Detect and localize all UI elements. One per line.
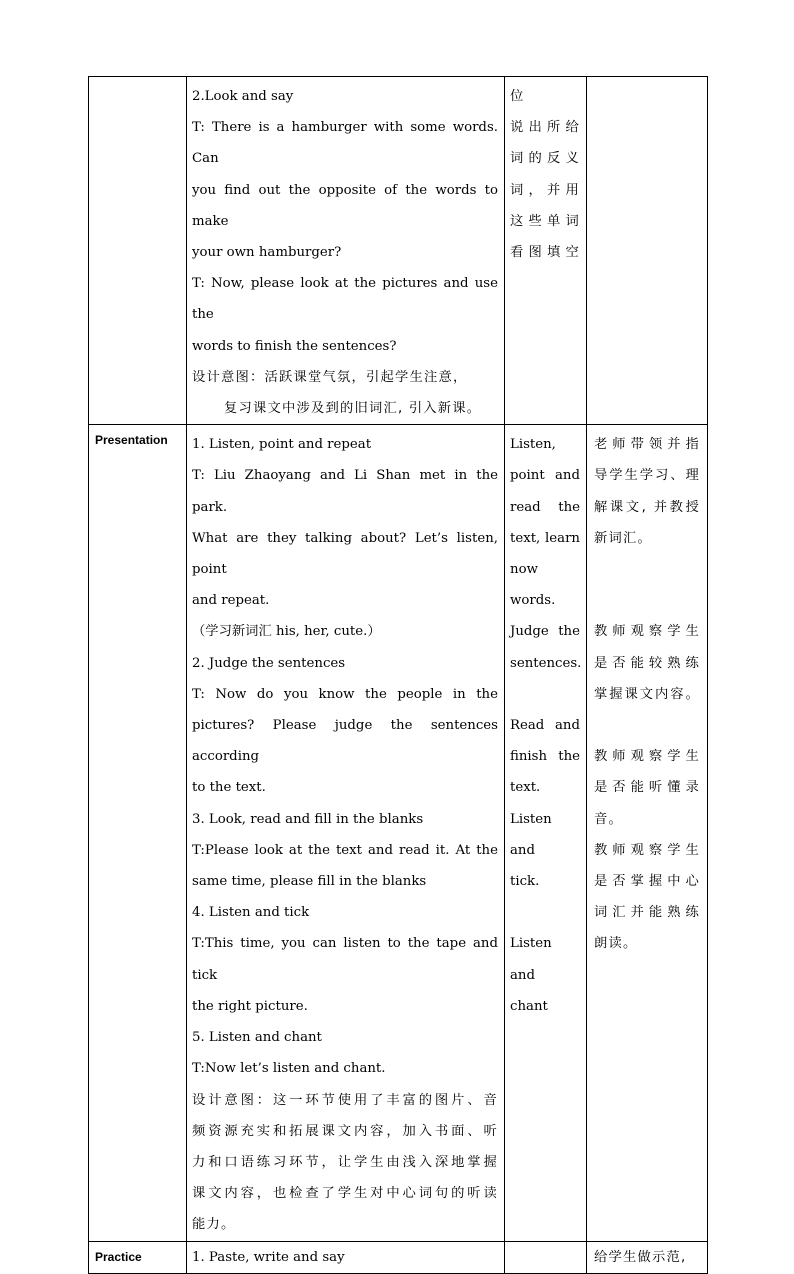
spacer	[594, 710, 700, 741]
purpose-line: 教师观察学生	[594, 749, 700, 765]
content-line: to the text.	[192, 780, 266, 796]
students-line: Judge the	[510, 624, 580, 640]
purpose-line: 掌握课文内容。	[594, 686, 700, 702]
stage-label	[89, 77, 186, 82]
students-line: now	[510, 562, 538, 578]
students-line: Listen,	[510, 437, 556, 453]
purpose-cell-presentation	[587, 425, 708, 1241]
content-cell-presentation	[187, 425, 505, 1241]
content-line: the right picture.	[192, 998, 308, 1014]
content-cell-warmup	[187, 77, 505, 425]
content-cell-practice	[187, 1241, 505, 1273]
design-intent-line: 设计意图：活跃课堂气氛，引起学生注意，	[192, 369, 468, 385]
content-line: same time, please fill in the blanks	[192, 874, 427, 890]
students-line: 看图填空	[510, 245, 580, 261]
stage-label: Practice	[95, 1249, 142, 1264]
purpose-line: 是否能听懂录	[594, 780, 700, 796]
students-line: text, learn	[510, 530, 580, 546]
students-line: Listen and	[510, 936, 552, 983]
purpose-line: 是否掌握中心	[594, 874, 700, 890]
content-line: T:This time, you can listen to the tape and tick	[192, 936, 498, 983]
content-line: T:Now let’s listen and chant.	[192, 1061, 386, 1077]
spacer	[510, 679, 580, 710]
content-line: （学习新词汇 his, her, cute.）	[192, 624, 381, 640]
purpose-line: 给学生做示范,	[594, 1249, 687, 1265]
students-line: Read and	[510, 718, 580, 734]
lesson-plan-table	[88, 76, 708, 1274]
students-line: 这些单词	[510, 213, 580, 229]
content-line: T: Liu Zhaoyang and Li Shan met in the park.	[192, 468, 498, 515]
purpose-cell-practice	[587, 1241, 708, 1273]
stage-cell-presentation	[89, 425, 187, 1241]
students-line: point and	[510, 468, 580, 484]
content-line: you find out the opposite of the words to make	[192, 182, 498, 229]
table-row-presentation	[89, 425, 708, 1241]
students-cell-practice	[505, 1241, 587, 1273]
design-intent-line: 能力。	[192, 1217, 236, 1233]
students-line: sentences.	[510, 655, 582, 671]
content-line: T: Now, please look at the pictures and use the	[192, 276, 498, 323]
stage-label: Presentation	[95, 433, 168, 448]
students-line: Listen and	[510, 811, 552, 858]
purpose-line: 音。	[594, 811, 623, 827]
spacer	[594, 554, 700, 585]
purpose-line: 教师观察学生	[594, 842, 700, 858]
students-line: 位	[510, 89, 525, 104]
purpose-line: 导学生学习、理	[594, 468, 700, 484]
table-row-practice	[89, 1241, 708, 1273]
purpose-line: 是否能较熟练	[594, 655, 700, 671]
content-line: pictures? Please judge the sentences according	[192, 718, 498, 765]
content-line: 1. Paste, write and say	[192, 1249, 345, 1265]
table-row-warmup	[89, 77, 708, 425]
content-line: words to finish the sentences?	[192, 338, 397, 354]
content-line: and repeat.	[192, 593, 270, 609]
students-line: tick.	[510, 874, 540, 890]
purpose-line: 新词汇。	[594, 530, 652, 546]
students-line: words.	[510, 593, 556, 609]
students-cell-warmup	[505, 77, 587, 425]
content-line: 4. Listen and tick	[192, 905, 310, 921]
stage-cell-warmup	[89, 77, 187, 425]
purpose-line: 教师观察学生	[594, 624, 700, 640]
purpose-line: 词汇并能熟练	[594, 905, 700, 921]
content-line: 1. Listen, point and repeat	[192, 437, 372, 453]
purpose-cell-warmup	[587, 77, 708, 425]
stage-cell-practice	[89, 1241, 187, 1273]
students-line: 说出所给	[510, 120, 580, 136]
purpose-line: 朗读。	[594, 936, 638, 952]
content-line: What are they talking about? Let’s listen, point	[192, 530, 498, 578]
students-line: 词的反义	[510, 151, 580, 167]
purpose-line: 解课文, 并教授	[594, 499, 700, 515]
content-line: 5. Listen and chant	[192, 1030, 322, 1046]
students-line: 词，并用	[510, 182, 580, 198]
content-line: 3. Look, read and fill in the blanks	[192, 811, 424, 827]
design-intent-line: 力和口语练习环节，让学生由浅入深地掌握	[192, 1154, 498, 1170]
design-intent-line: 课文内容，也检查了学生对中心词句的听读	[192, 1186, 498, 1202]
spacer	[510, 897, 580, 928]
design-intent-line: 设计意图：这一环节使用了丰富的图片、音	[192, 1092, 498, 1108]
content-line: 2.Look and say	[192, 89, 294, 104]
content-line: T: There is a hamburger with some words. Can	[192, 120, 498, 167]
students-line: chant	[510, 998, 548, 1014]
content-line: T: Now do you know the people in the	[192, 686, 498, 702]
students-line: read the	[510, 499, 580, 515]
spacer	[594, 585, 700, 616]
design-intent-line: 频资源充实和拓展课文内容，加入书面、听	[192, 1123, 498, 1139]
content-line: your own hamburger?	[192, 245, 342, 261]
students-cell-presentation	[505, 425, 587, 1241]
content-line: T:Please look at the text and read it. At the	[192, 842, 498, 858]
content-line: 2. Judge the sentences	[192, 655, 346, 671]
students-line: text.	[510, 780, 541, 796]
purpose-line: 老师带领并指	[594, 437, 700, 453]
design-intent-line: 复习课文中涉及到的旧词汇, 引入新课。	[224, 401, 482, 417]
students-line: finish the	[510, 749, 580, 765]
